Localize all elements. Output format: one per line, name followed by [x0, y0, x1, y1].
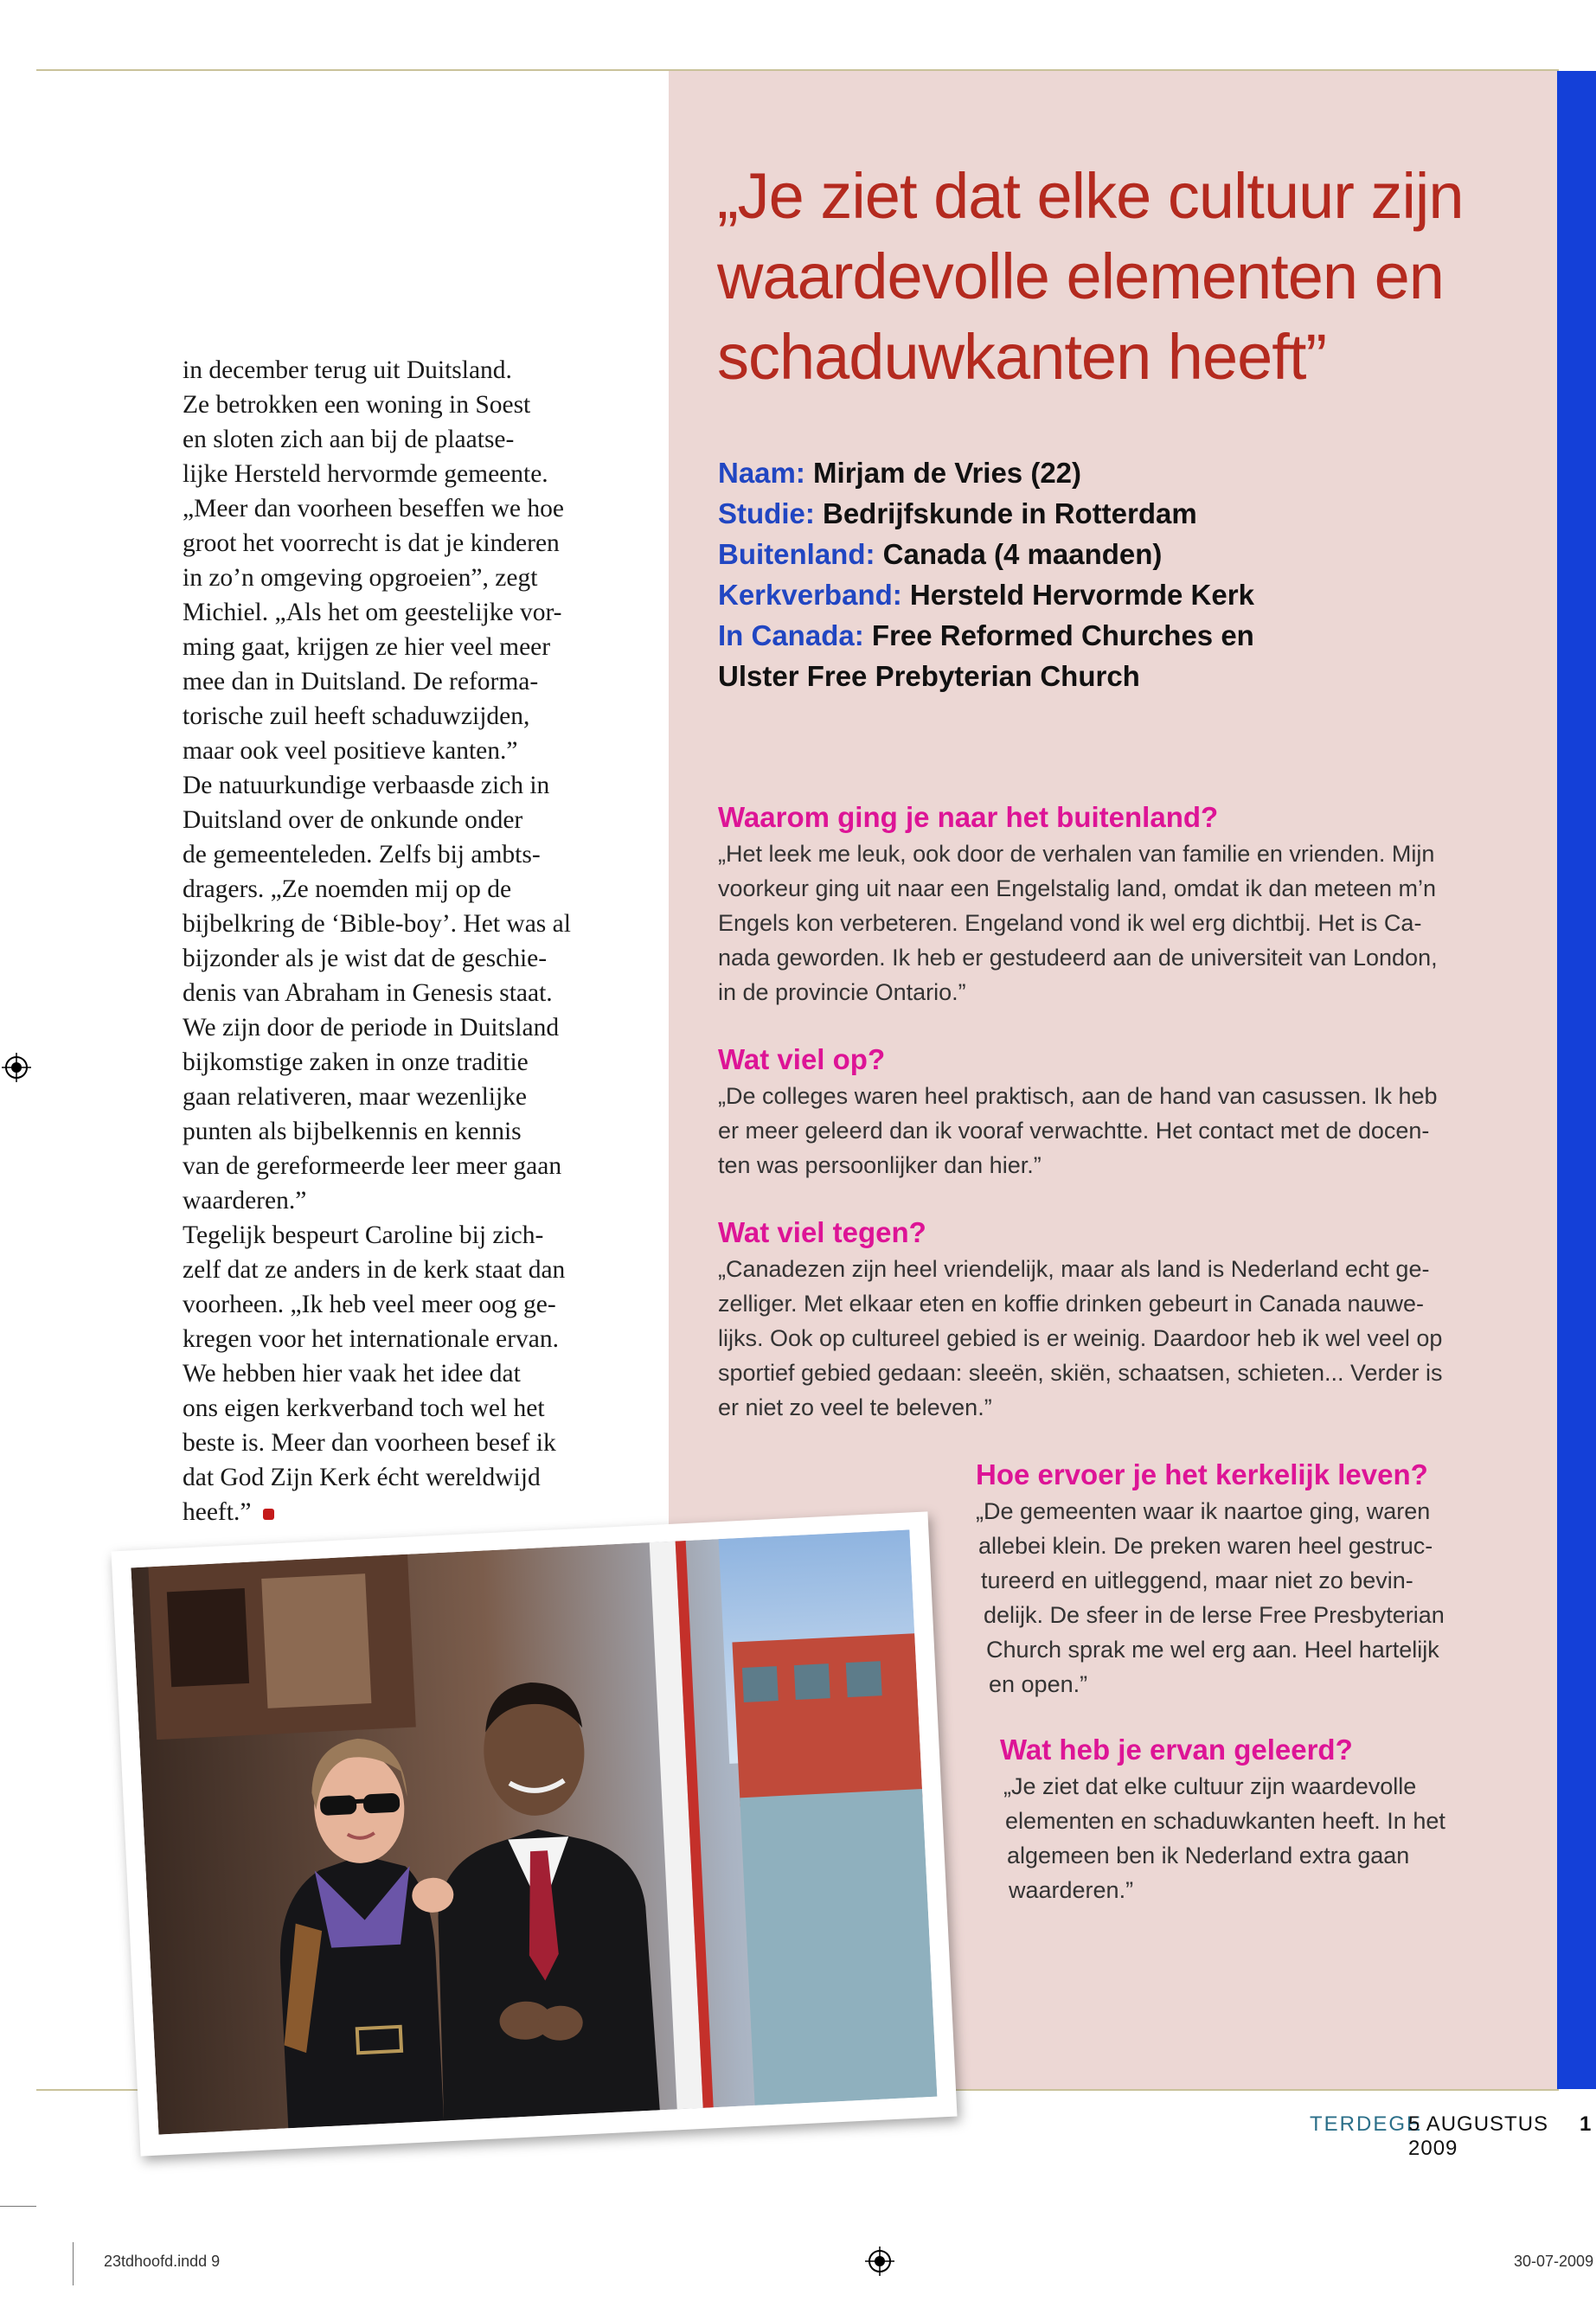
- answer-text: [976, 1494, 1445, 1702]
- profile-row: [718, 656, 1531, 696]
- answer-line: er meer geleerd dan ik vooraf verwachtte. Het contact met de docen-: [718, 1118, 1430, 1144]
- slug-filename: 23tdhoofd.indd 9: [104, 2253, 221, 2270]
- profile-row: [718, 615, 1531, 656]
- footer-date: 5 AUGUSTUS 2009: [1408, 2112, 1549, 2160]
- body-text-column: [183, 353, 619, 1529]
- profile-value: Free Reformed Churches en: [871, 619, 1254, 651]
- question-heading: Wat heb je ervan geleerd?: [1000, 1734, 1353, 1766]
- profile-label: Naam:: [718, 457, 805, 489]
- crop-mark: [73, 2242, 74, 2285]
- body-line: Michiel. „Als het om geestelijke vor-: [183, 599, 562, 626]
- footer-page-number: 1: [1580, 2112, 1592, 2136]
- body-line: en sloten zich aan bij de plaatse-: [183, 426, 515, 453]
- body-line: ons eigen kerkverband toch wel het: [183, 1394, 545, 1422]
- body-line: zelf dat ze anders in de kerk staat dan: [183, 1256, 566, 1284]
- body-line: bijzonder als je wist dat de geschie-: [183, 945, 548, 972]
- body-line: torische zuil heeft schaduwzijden,: [183, 702, 530, 730]
- body-line: De natuurkundige verbaasde zich in: [183, 772, 550, 799]
- answer-line: zelliger. Met elkaar eten en koffie drinken gebeurt in Canada nauwe-: [718, 1291, 1425, 1317]
- answer-line: „De colleges waren heel praktisch, aan de hand van casussen. Ik heb: [718, 1083, 1438, 1109]
- answer-line: waarderen.”: [1009, 1877, 1134, 1903]
- answer-line: nada geworden. Ik heb er gestudeerd aan de universiteit van London,: [718, 945, 1438, 971]
- answer-line: sportief gebied gedaan: sleeën, skiën, schaatsen, schieten... Verder is: [718, 1360, 1443, 1386]
- answer-line: algemeen ben ik Nederland extra gaan: [1007, 1843, 1410, 1868]
- pull-quote: [717, 156, 1539, 397]
- body-line: Tegelijk bespeurt Caroline bij zich-: [183, 1221, 544, 1249]
- answer-line: Engels kon verbeteren. Engeland vond ik wel erg dichtbij. Het is Ca-: [718, 910, 1422, 936]
- answer-line: elementen en schaduwkanten heeft. In het: [1005, 1808, 1445, 1834]
- answer-line: „Je ziet dat elke cultuur zijn waardevolle: [1003, 1773, 1417, 1799]
- answer-text: [718, 836, 1438, 1009]
- body-line: bijkomstige zaken in onze traditie: [183, 1048, 529, 1076]
- body-line: denis van Abraham in Genesis staat.: [183, 979, 553, 1007]
- pull-quote-line: schaduwkanten heeft”: [717, 321, 1327, 393]
- question-heading: Wat viel op?: [718, 1043, 886, 1075]
- answer-text: [718, 1252, 1443, 1425]
- body-line: waarderen.”: [183, 1187, 307, 1215]
- registration-mark-icon: [2, 1053, 31, 1082]
- profile-label: Studie:: [718, 497, 815, 529]
- profile-value: Hersteld Hervormde Kerk: [909, 579, 1254, 611]
- profile-label: In Canada:: [718, 619, 864, 651]
- answer-line: allebei klein. De preken waren heel gestruc-: [978, 1533, 1433, 1559]
- profile-row: [718, 534, 1531, 574]
- end-of-article-mark: [263, 1509, 274, 1520]
- body-line-text: heeft.”: [183, 1498, 252, 1526]
- question-heading: Hoe ervoer je het kerkelijk leven?: [976, 1458, 1428, 1490]
- body-line: dat God Zijn Kerk écht wereldwijd: [183, 1464, 541, 1491]
- answer-line: „Het leek me leuk, ook door de verhalen van familie en vrienden. Mijn: [718, 841, 1435, 867]
- profile-value: Ulster Free Prebyterian Church: [718, 660, 1140, 692]
- page-edge-strip: [1557, 71, 1596, 2089]
- answer-line: delijk. De sfeer in de lerse Free Presbyterian: [984, 1602, 1445, 1628]
- question-heading: Wat viel tegen?: [718, 1216, 926, 1248]
- profile-row: [718, 493, 1531, 534]
- slug-date: 30-07-2009: [1514, 2253, 1594, 2270]
- body-line: beste is. Meer dan voorheen besef ik: [183, 1429, 556, 1457]
- footer-magazine: TERDEGE: [1310, 2112, 1423, 2136]
- body-line: kregen voor het internationale ervan.: [183, 1325, 559, 1353]
- body-line: dragers. „Ze noemden mij op de: [183, 875, 512, 903]
- question-heading: Waarom ging je naar het buitenland?: [718, 801, 1219, 833]
- answer-line: ten was persoonlijker dan hier.”: [718, 1152, 1042, 1178]
- body-line-last: [183, 1495, 619, 1529]
- answer-line: er niet zo veel te beleven.”: [718, 1394, 992, 1420]
- body-line: gaan relativeren, maar wezenlijke: [183, 1083, 528, 1111]
- body-line: maar ook veel positieve kanten.”: [183, 737, 518, 765]
- body-line: van de gereformeerde leer meer gaan: [183, 1152, 562, 1180]
- body-line: mee dan in Duitsland. De reforma-: [183, 668, 539, 695]
- answer-line: in de provincie Ontario.”: [718, 979, 966, 1005]
- body-line: voorheen. „Ik heb veel meer oog ge-: [183, 1291, 556, 1318]
- body-line: „Meer dan voorheen beseffen we hoe: [183, 495, 564, 522]
- photo-frame: [111, 1511, 957, 2156]
- body-line: in december terug uit Duitsland.: [183, 356, 512, 384]
- body-line: bijbelkring de ‘Bible-boy’. Het was al: [183, 910, 571, 938]
- answer-line: Church sprak me wel erg aan. Heel hartelijk: [986, 1637, 1439, 1663]
- profile-factbox: [718, 452, 1531, 696]
- answer-line: tureerd en uitleggend, maar niet zo bevin-: [981, 1567, 1413, 1593]
- profile-value: Mirjam de Vries (22): [813, 457, 1082, 489]
- registration-mark-icon: [865, 2247, 894, 2276]
- profile-row: [718, 574, 1531, 615]
- answer-text: [718, 1079, 1438, 1183]
- body-line: de gemeenteleden. Zelfs bij ambts-: [183, 841, 541, 868]
- profile-label: Buitenland:: [718, 538, 875, 570]
- body-line: groot het voorrecht is dat je kinderen: [183, 529, 560, 557]
- answer-line: en open.”: [989, 1671, 1088, 1697]
- body-line: We zijn door de periode in Duitsland: [183, 1014, 560, 1042]
- body-line: We hebben hier vaak het idee dat: [183, 1360, 521, 1388]
- profile-value: Canada (4 maanden): [882, 538, 1163, 570]
- profile-value: Bedrijfskunde in Rotterdam: [823, 497, 1197, 529]
- body-line: ming gaat, krijgen ze hier veel meer: [183, 633, 551, 661]
- pull-quote-line: waardevolle elementen en: [717, 240, 1444, 312]
- answer-line: lijks. Ook op cultureel gebied is er weinig. Daardoor heb ik wel veel op: [718, 1325, 1443, 1351]
- answer-line: „De gemeenten waar ik naartoe ging, waren: [976, 1498, 1431, 1524]
- profile-row: [718, 452, 1531, 493]
- body-line: lijke Hersteld hervormde gemeente.: [183, 460, 548, 488]
- body-line: Ze betrokken een woning in Soest: [183, 391, 531, 419]
- answer-text: [1003, 1769, 1445, 1907]
- crop-mark: [0, 2206, 36, 2207]
- body-line: in zo’n omgeving opgroeien”, zegt: [183, 564, 538, 592]
- answer-line: voorkeur ging uit naar een Engelstalig land, omdat ik dan meteen m’n: [718, 875, 1436, 901]
- body-line: Duitsland over de onkunde onder: [183, 806, 523, 834]
- answer-line: „Canadezen zijn heel vriendelijk, maar als land is Nederland echt ge-: [718, 1256, 1430, 1282]
- body-line: punten als bijbelkennis en kennis: [183, 1118, 522, 1145]
- photo-image: [131, 1529, 937, 2134]
- pull-quote-line: „Je ziet dat elke cultuur zijn: [717, 160, 1464, 232]
- profile-label: Kerkverband:: [718, 579, 902, 611]
